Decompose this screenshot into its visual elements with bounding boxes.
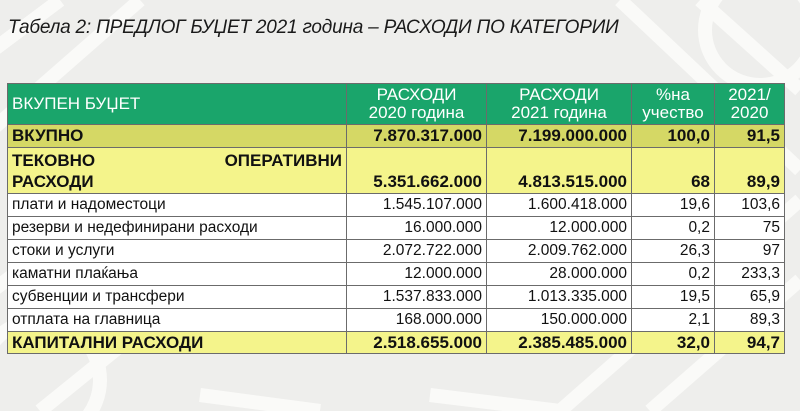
header-index-line1: 2021/	[728, 85, 771, 104]
total-share: 100,0	[632, 125, 715, 148]
header-2020-line2: 2020 година	[368, 103, 465, 122]
budget-expenditure-table	[7, 83, 785, 354]
header-2020	[347, 84, 487, 125]
operating-label-word1: ТЕКОВНО	[12, 150, 96, 170]
table-row-operating	[8, 148, 785, 194]
row-index: 233,3	[715, 263, 785, 286]
operating-index: 89,9	[715, 148, 785, 194]
table-header-row	[8, 84, 785, 125]
capital-2020: 2.518.655.000	[347, 332, 487, 354]
row-2020: 1.537.833.000	[347, 286, 487, 309]
table-caption: Табела 2: ПРЕДЛОГ БУЏЕТ 2021 година – РАСХОДИ ПО КАТЕГОРИИ	[8, 17, 619, 38]
header-2021	[487, 84, 632, 125]
row-share: 19,6	[632, 194, 715, 217]
table-row-capital	[8, 332, 785, 354]
table-row	[8, 217, 785, 240]
row-2021: 1.013.335.000	[487, 286, 632, 309]
capital-label: КАПИТАЛНИ РАСХОДИ	[8, 332, 347, 354]
table-row	[8, 286, 785, 309]
table-row-total	[8, 125, 785, 148]
total-2020: 7.870.317.000	[347, 125, 487, 148]
row-share: 0,2	[632, 217, 715, 240]
row-label: стоки и услуги	[8, 240, 347, 263]
table-row	[8, 194, 785, 217]
header-share	[632, 84, 715, 125]
operating-share: 68	[632, 148, 715, 194]
row-2021: 28.000.000	[487, 263, 632, 286]
total-2021: 7.199.000.000	[487, 125, 632, 148]
row-index: 89,3	[715, 309, 785, 332]
table-row	[8, 240, 785, 263]
row-2020: 1.545.107.000	[347, 194, 487, 217]
operating-2021: 4.813.515.000	[487, 148, 632, 194]
operating-label-word2: ОПЕРАТИВНИ	[224, 150, 342, 170]
row-2021: 150.000.000	[487, 309, 632, 332]
header-2021-line1: РАСХОДИ	[519, 85, 599, 104]
row-2020: 16.000.000	[347, 217, 487, 240]
table-row	[8, 309, 785, 332]
total-label: ВКУПНО	[8, 125, 347, 148]
row-index: 97	[715, 240, 785, 263]
operating-2020: 5.351.662.000	[347, 148, 487, 194]
header-2021-line2: 2021 година	[511, 103, 607, 122]
row-share: 19,5	[632, 286, 715, 309]
row-2021: 1.600.418.000	[487, 194, 632, 217]
capital-2021: 2.385.485.000	[487, 332, 632, 354]
table-row	[8, 263, 785, 286]
header-2020-line1: РАСХОДИ	[376, 85, 457, 104]
row-label: субвенции и трансфери	[8, 286, 347, 309]
operating-label	[8, 148, 347, 194]
row-share: 2,1	[632, 309, 715, 332]
header-share-line2: учество	[642, 103, 704, 122]
header-category: ВКУПЕН БУЏЕТ	[8, 84, 347, 125]
row-2020: 168.000.000	[347, 309, 487, 332]
row-index: 75	[715, 217, 785, 240]
row-2021: 2.009.762.000	[487, 240, 632, 263]
capital-index: 94,7	[715, 332, 785, 354]
header-index	[715, 84, 785, 125]
row-index: 65,9	[715, 286, 785, 309]
row-2020: 2.072.722.000	[347, 240, 487, 263]
row-label: каматни плаќања	[8, 263, 347, 286]
header-index-line2: 2020	[730, 103, 769, 122]
row-2021: 12.000.000	[487, 217, 632, 240]
total-index: 91,5	[715, 125, 785, 148]
row-label: резерви и недефинирани расходи	[8, 217, 347, 240]
header-share-line1: %на	[656, 85, 690, 104]
row-2020: 12.000.000	[347, 263, 487, 286]
row-share: 0,2	[632, 263, 715, 286]
row-index: 103,6	[715, 194, 785, 217]
capital-share: 32,0	[632, 332, 715, 354]
row-label: отплата на главница	[8, 309, 347, 332]
row-label: плати и надоместоци	[8, 194, 347, 217]
operating-label-line2: РАСХОДИ	[12, 171, 94, 191]
row-share: 26,3	[632, 240, 715, 263]
